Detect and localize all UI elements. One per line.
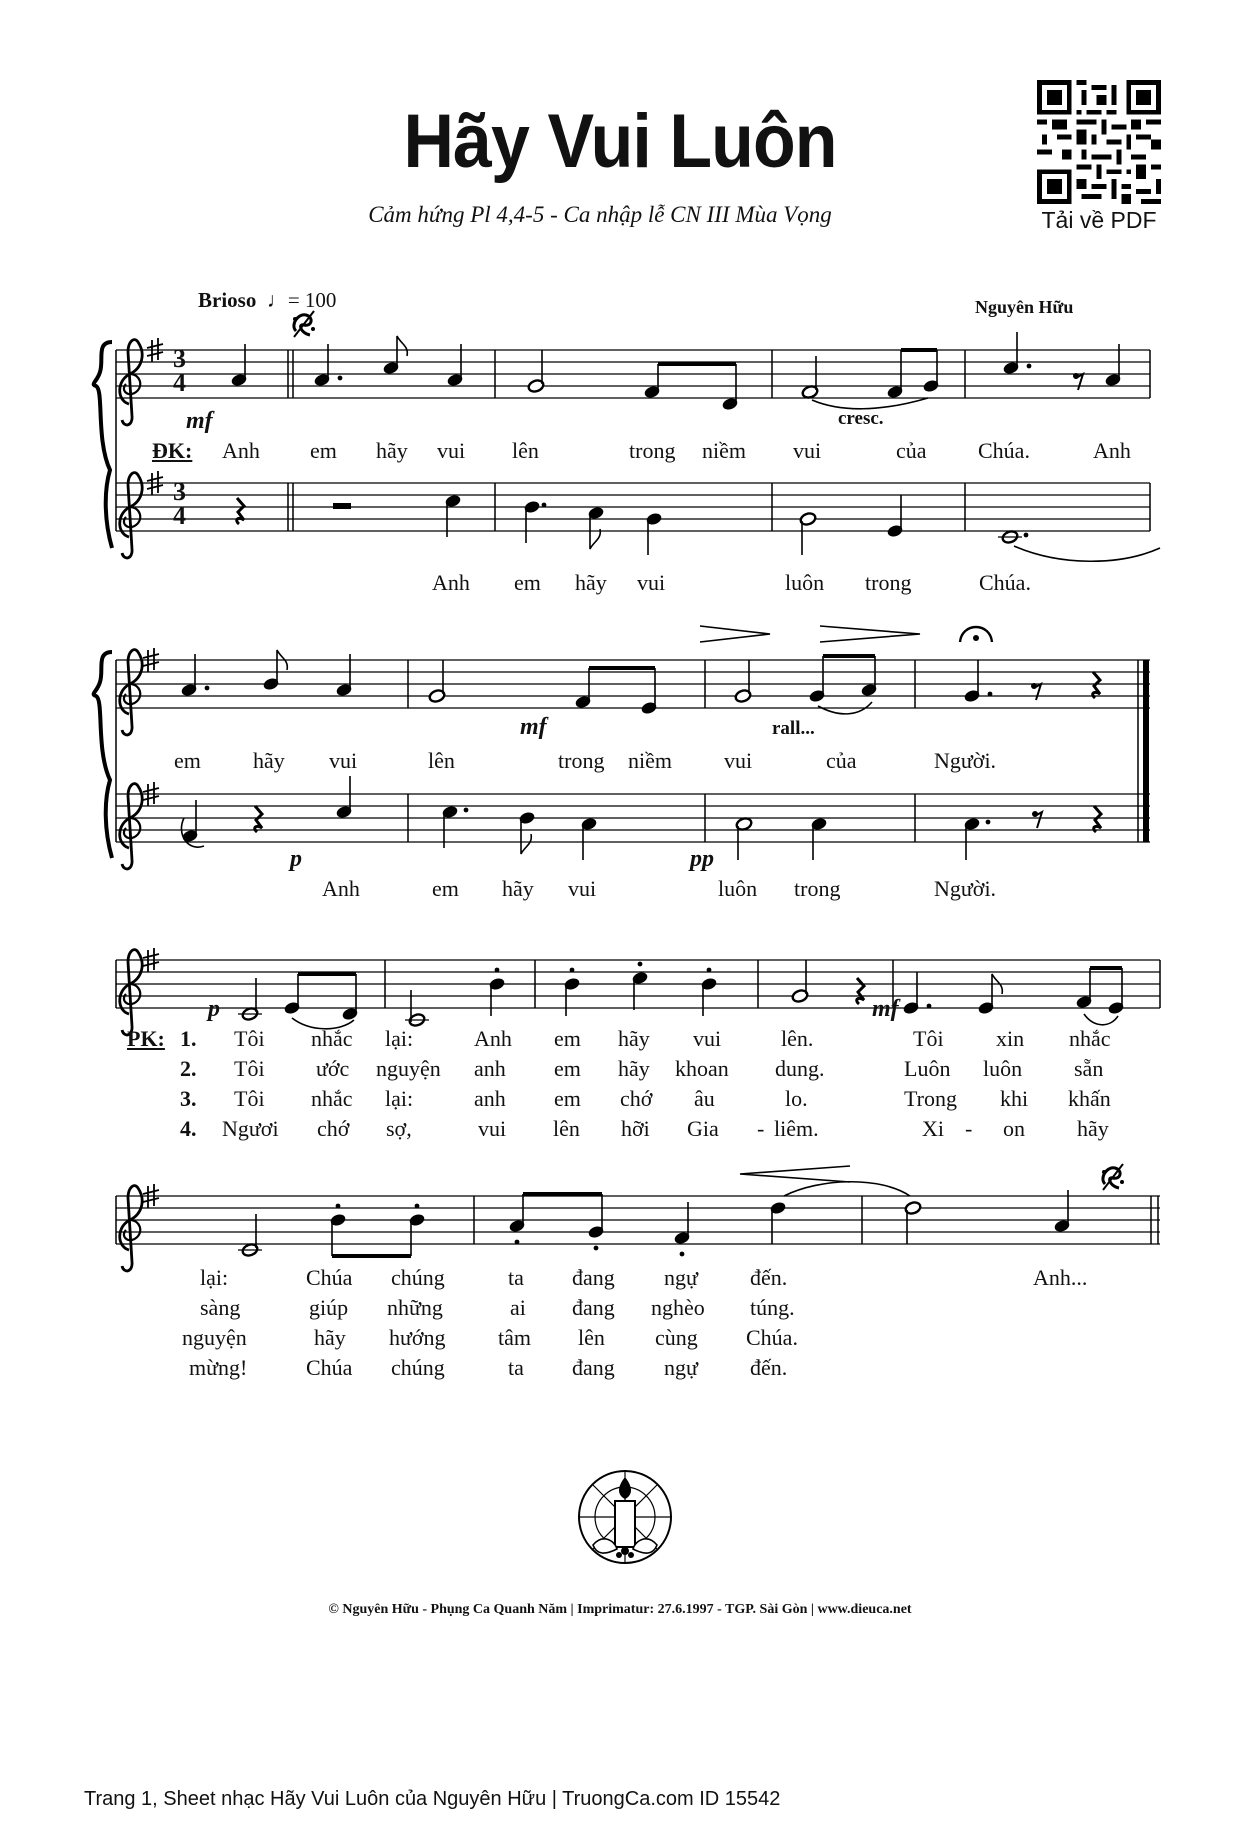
lyric: hãy [1077, 1116, 1109, 1141]
dynamic-mf: mf [520, 714, 547, 740]
verse-number-3: 3. [180, 1086, 197, 1111]
lyric: luôn [718, 876, 758, 901]
lyric: đến. [750, 1355, 788, 1380]
time-sig-denominator: 4 [173, 368, 186, 397]
lyric: em [174, 748, 201, 773]
lyric: đang [572, 1355, 615, 1380]
lyric: Người. [934, 748, 997, 773]
lyric: tâm [498, 1325, 531, 1350]
lyric: trong [629, 438, 676, 463]
lyric: Gia [687, 1116, 719, 1141]
lyric: Anh [222, 438, 260, 463]
lyric: hãy [575, 570, 607, 595]
lyric: lại: [385, 1086, 414, 1111]
lyric: vui [693, 1026, 722, 1051]
lyric: hướng [389, 1325, 446, 1350]
time-sig-denominator: 4 [173, 501, 186, 530]
lyric: ngự [664, 1355, 698, 1380]
lyric: nguyện [182, 1325, 247, 1350]
quarter-note-icon: ♩ [261, 288, 288, 312]
lyric: on [1003, 1116, 1025, 1141]
system-4 [116, 1166, 1160, 1271]
lyric: em [554, 1086, 581, 1111]
system-3 [116, 948, 1160, 1035]
lyric: Chúa [306, 1355, 353, 1380]
composer-name: Nguyên Hữu [975, 297, 1074, 317]
lyric: ngự [664, 1265, 698, 1290]
lyric: xin [996, 1026, 1025, 1051]
lyric: trong [558, 748, 605, 773]
copyright-footer: © Nguyên Hữu - Phụng Ca Quanh Năm | Imprimatur: 27.6.1997 - TGP. Sài Gòn | www.dieuca.net [328, 1602, 912, 1617]
lyric: Tôi [234, 1086, 265, 1111]
lyric: khấn [1068, 1086, 1111, 1111]
refrain-label: ĐK: [152, 438, 193, 463]
lyric: hãy [502, 876, 534, 901]
lyric: vui [568, 876, 597, 901]
dynamic-mf: mf [186, 408, 213, 434]
lyric: giúp [309, 1295, 349, 1320]
lyric: nhắc [1069, 1026, 1111, 1051]
segno-icon [293, 311, 315, 337]
lyric: Người. [934, 876, 997, 901]
lyric: sợ, [386, 1116, 412, 1141]
lyric: cùng [655, 1325, 698, 1350]
lyric: ước [316, 1056, 350, 1081]
lyric: chúng [391, 1355, 445, 1380]
lyric: liêm. [774, 1116, 819, 1141]
dynamic-p: p [208, 996, 220, 1022]
lyric: nghèo [651, 1295, 705, 1320]
time-signature-bottom-staff [173, 477, 186, 530]
lyric: em [514, 570, 541, 595]
lyric: Chúa. [978, 438, 1030, 463]
lyric: trong [794, 876, 841, 901]
lyric: của [896, 438, 927, 463]
lyric: vui [637, 570, 666, 595]
lyric: ta [508, 1265, 524, 1290]
lyric: lên [512, 438, 539, 463]
lyric: nhắc [311, 1086, 353, 1111]
lyric: chúng [391, 1265, 445, 1290]
lyric: Chúa. [979, 570, 1031, 595]
lyric: Chúa. [746, 1325, 798, 1350]
lyric: vui [478, 1116, 507, 1141]
lyric: lo. [785, 1086, 808, 1111]
lyric: những [387, 1295, 443, 1320]
candle-ornament-icon [575, 1463, 675, 1575]
cresc-marking: cresc. [838, 408, 884, 429]
verse-number-2: 2. [180, 1056, 197, 1081]
lyric: đang [572, 1295, 615, 1320]
lyric: khi [1000, 1086, 1029, 1111]
lyric: Tôi [234, 1056, 265, 1081]
lyric: hỡi [621, 1116, 650, 1141]
fermata-icon [960, 627, 992, 642]
lyric: âu [694, 1086, 715, 1111]
lyric: ta [508, 1355, 524, 1380]
lyric: hãy [618, 1026, 650, 1051]
lyric: hãy [314, 1325, 346, 1350]
lyric: niềm [628, 748, 672, 773]
rall-marking: rall... [772, 718, 815, 739]
lyric: Xi [922, 1116, 944, 1141]
lyric: đến. [750, 1265, 788, 1290]
lyric: Anh [1093, 438, 1131, 463]
lyric: Tôi [234, 1026, 265, 1051]
lyric: luôn [983, 1056, 1023, 1081]
segno-icon [1102, 1164, 1124, 1190]
lyric: Trong [904, 1086, 957, 1111]
lyric: khoan [675, 1056, 729, 1081]
lyric: nguyện [376, 1056, 441, 1081]
lyric: túng. [750, 1295, 795, 1320]
time-signature-top-staff [173, 344, 186, 397]
lyric: Tôi [913, 1026, 944, 1051]
lyric: dung. [775, 1056, 825, 1081]
lyric: em [554, 1026, 581, 1051]
lyric: lên [553, 1116, 580, 1141]
download-pdf-label[interactable]: Tải về PDF [1041, 207, 1157, 233]
lyric: Ngươi [222, 1116, 279, 1141]
lyric: anh [474, 1086, 506, 1111]
lyric: Anh [322, 876, 360, 901]
time-sig-numerator: 3 [173, 477, 186, 506]
lyric: hãy [376, 438, 408, 463]
lyric: Luôn [904, 1056, 951, 1081]
lyric: vui [793, 438, 822, 463]
lyric: trong [865, 570, 912, 595]
lyric: - [965, 1116, 973, 1141]
verse-number-4: 4. [180, 1116, 197, 1141]
time-sig-numerator: 3 [173, 344, 186, 373]
song-title: Hãy Vui Luôn [403, 99, 837, 184]
lyric: sàng [200, 1295, 241, 1320]
tempo-word: Brioso [198, 288, 257, 312]
lyric: lên [428, 748, 455, 773]
lyric: niềm [702, 438, 746, 463]
lyric: nhắc [311, 1026, 353, 1051]
lyric: luôn [785, 570, 825, 595]
lyric: Anh [432, 570, 470, 595]
lyric: của [826, 748, 857, 773]
dynamic-p: p [290, 846, 302, 872]
lyric: Anh [474, 1026, 512, 1051]
lyric: anh [474, 1056, 506, 1081]
lyric: vui [437, 438, 466, 463]
lyric: chớ [317, 1116, 350, 1141]
lyric: ai [510, 1295, 526, 1320]
lyric: lên [578, 1325, 605, 1350]
song-subtitle: Cảm hứng Pl 4,4-5 - Ca nhập lễ CN III Mùa Vọng [368, 202, 832, 227]
lyric: lại: [200, 1265, 229, 1290]
verse-label: PK: [127, 1026, 165, 1051]
lyric: đang [572, 1265, 615, 1290]
lyric: Anh... [1033, 1265, 1088, 1290]
lyric: hãy [618, 1056, 650, 1081]
lyric: - [757, 1116, 765, 1141]
lyric: vui [329, 748, 358, 773]
lyric: lên. [781, 1026, 814, 1051]
lyric: Chúa [306, 1265, 353, 1290]
tempo-value: = 100 [287, 288, 337, 312]
lyric: em [554, 1056, 581, 1081]
lyric: hãy [253, 748, 285, 773]
lyric: em [310, 438, 337, 463]
verse-number-1: 1. [180, 1026, 197, 1051]
lyric: vui [724, 748, 753, 773]
lyric: sẵn [1074, 1056, 1104, 1081]
lyric: chớ [620, 1086, 653, 1111]
lyric: mừng! [189, 1355, 248, 1380]
page-info: Trang 1, Sheet nhạc Hãy Vui Luôn của Nguyên Hữu | TruongCa.com ID 15542 [84, 1788, 781, 1810]
lyric: lại: [385, 1026, 414, 1051]
dynamic-mf: mf [872, 996, 899, 1022]
lyric: em [432, 876, 459, 901]
dynamic-pp: pp [690, 846, 714, 872]
